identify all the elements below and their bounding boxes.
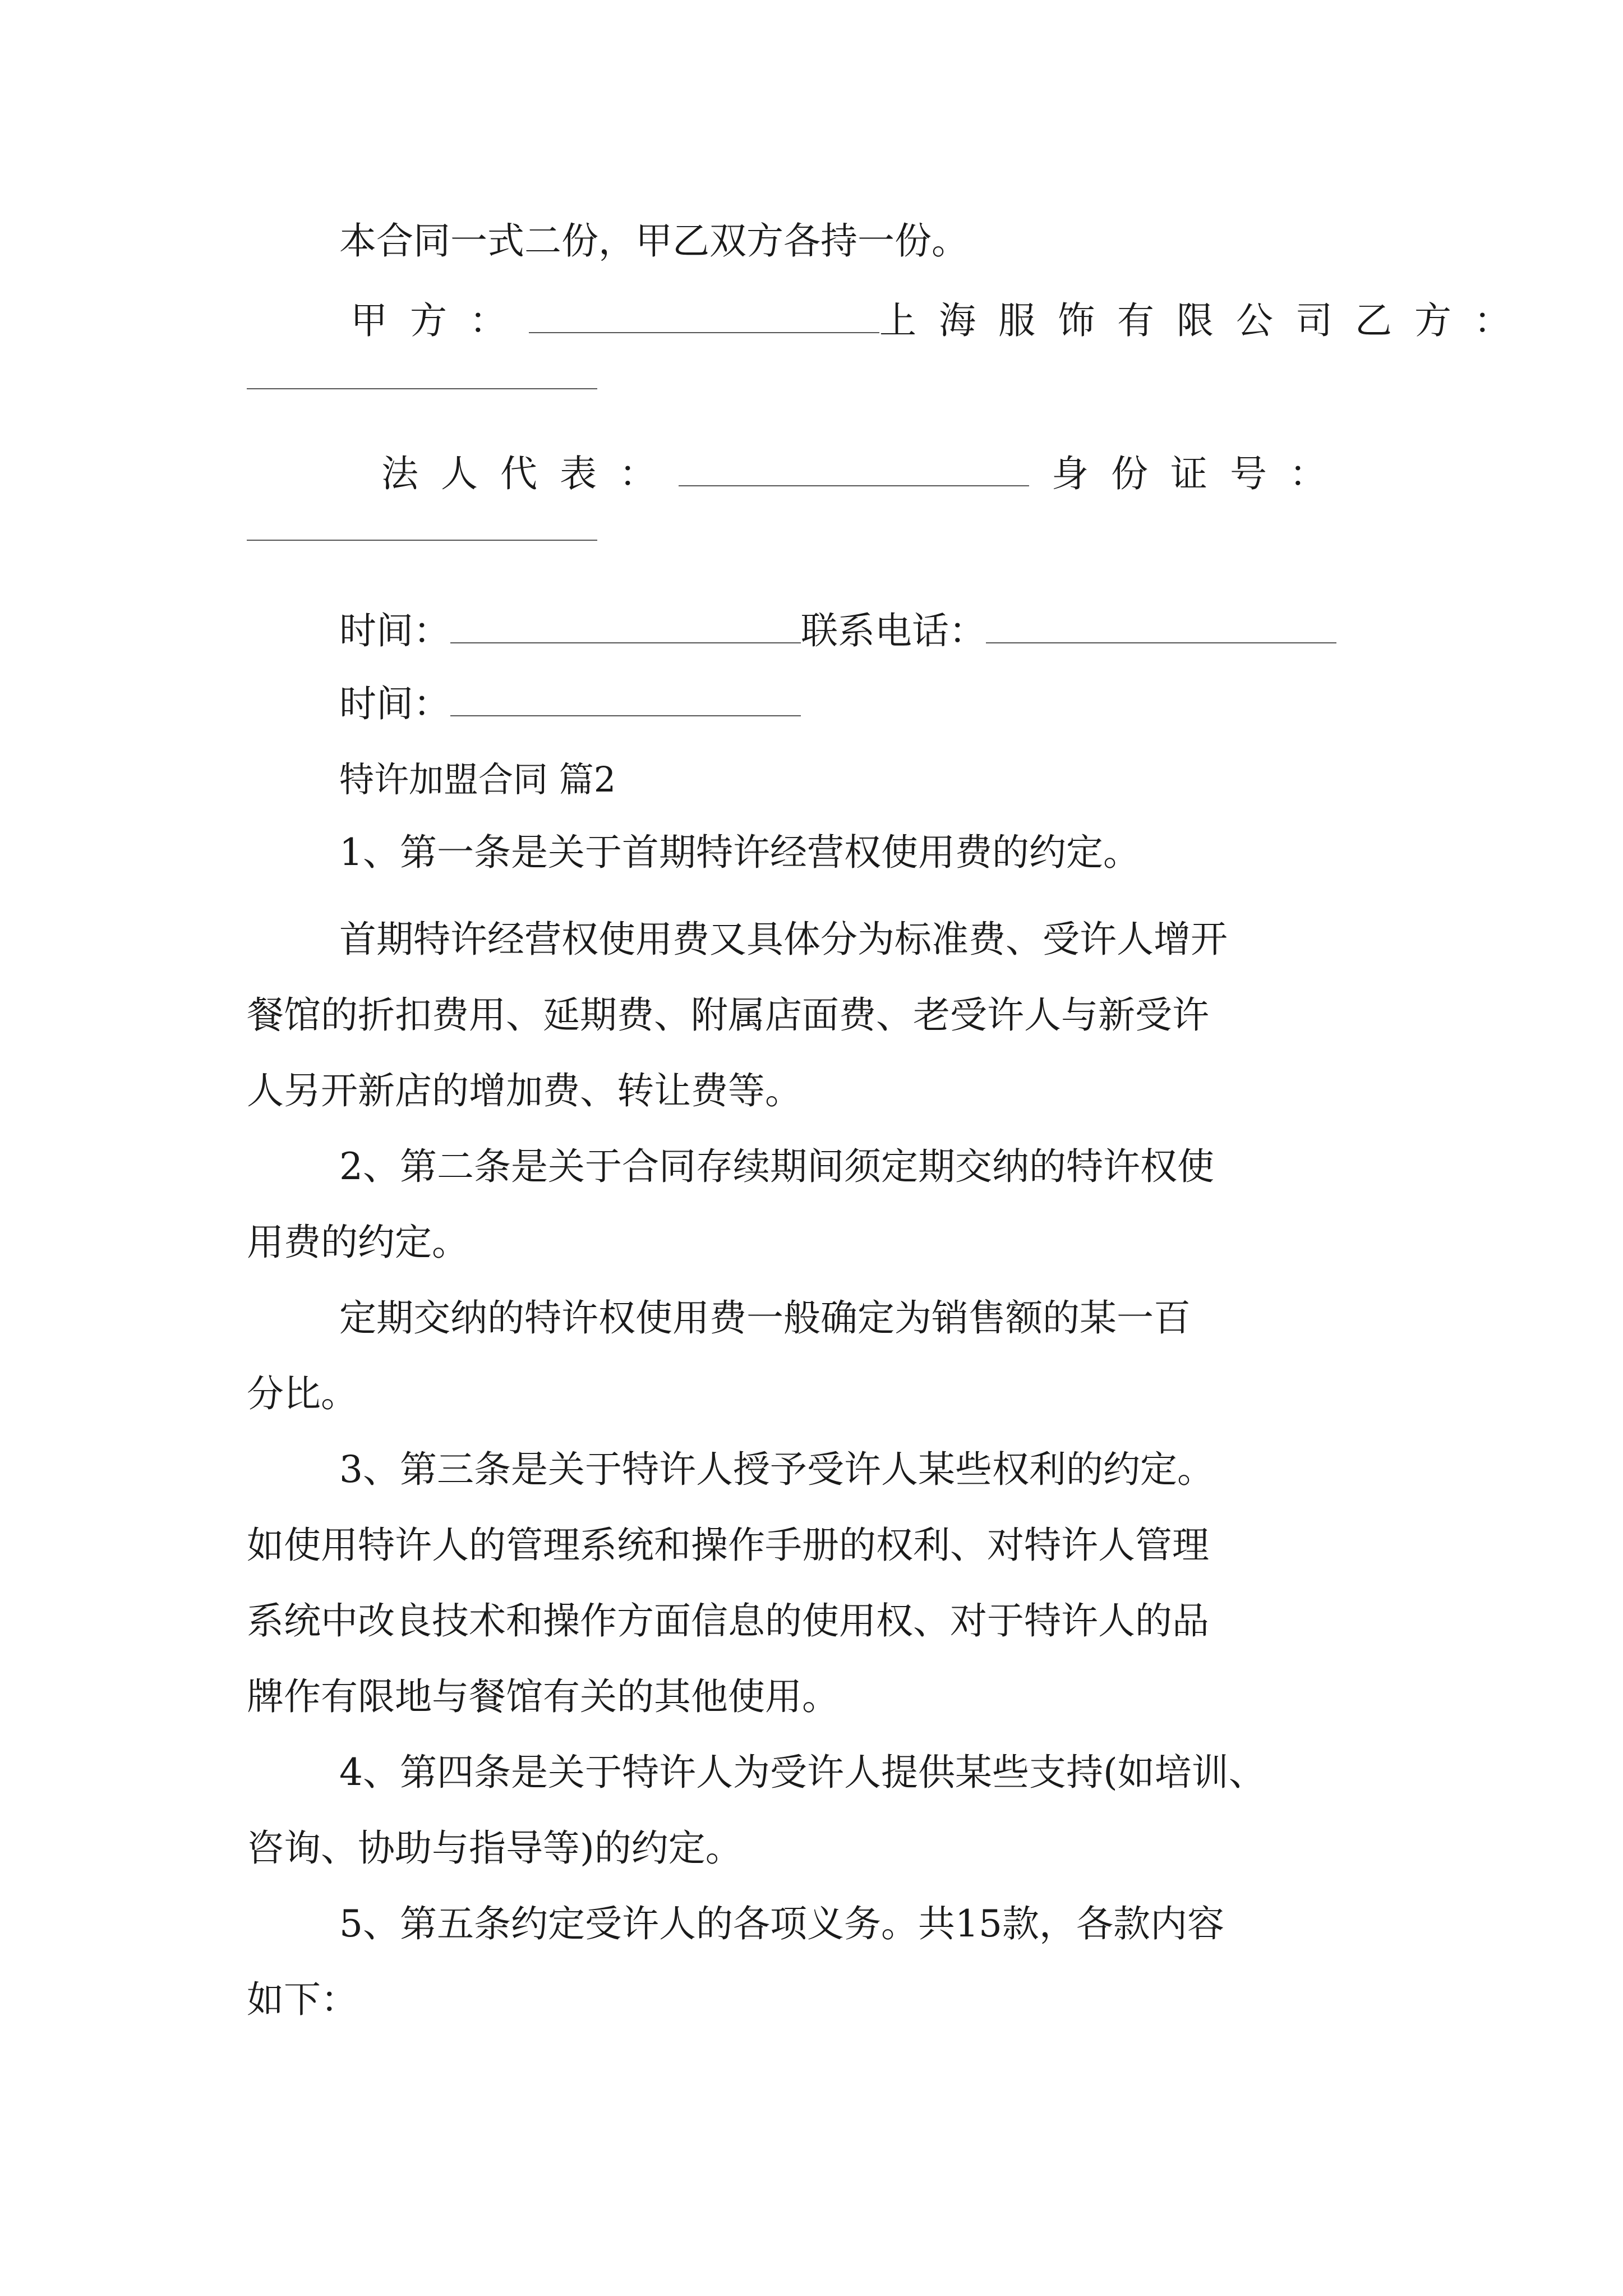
time-blank-1: [450, 611, 801, 643]
article-2-body-line: 定期交纳的特许权使用费一般确定为销售额的某一百: [339, 1296, 1191, 1340]
article-4-line: 咨询、协助与指导等)的约定。: [247, 1826, 743, 1870]
article-2-title-line: 用费的约定。: [247, 1221, 469, 1264]
time-label-2: 时间：: [339, 682, 450, 725]
article-5-line: 5、第五条约定受许人的各项义务。共15款，各款内容: [339, 1902, 1224, 1945]
party-a-label: 甲方：: [351, 299, 529, 342]
article-2-title-line: 2、第二条是关于合同存续期间须定期交纳的特许权使: [339, 1145, 1214, 1188]
legal-rep-label: 法人代表：: [381, 452, 679, 495]
phone-blank: [986, 611, 1336, 643]
phone-label: 联系电话：: [801, 609, 986, 652]
article-3-line: 系统中改良技术和操作方面信息的使用权、对于特许人的品: [247, 1599, 1209, 1642]
time-phone-line: [339, 606, 1336, 656]
article-5-line: 如下：: [247, 1978, 358, 2021]
party-a-line: [351, 296, 1533, 346]
time-label-1: 时间：: [339, 609, 450, 652]
legal-rep-blank: [679, 454, 1029, 486]
time-blank-2: [450, 684, 801, 716]
party-b-blank: [247, 387, 597, 389]
article-1-body-line: 餐馆的折扣费用、延期费、附属店面费、老受许人与新受许: [247, 993, 1209, 1037]
section-title: 特许加盟合同 篇2: [339, 759, 616, 800]
party-a-blank: [529, 301, 879, 333]
article-3-line: 牌作有限地与餐馆有关的其他使用。: [247, 1675, 839, 1718]
closing-text: 本合同一式二份，甲乙双方各持一份。: [339, 219, 969, 263]
article-1-title: 1、第一条是关于首期特许经营权使用费的约定。: [339, 831, 1140, 874]
party-b-label: 乙方：: [1355, 299, 1533, 342]
article-3-line: 如使用特许人的管理系统和操作手册的权利、对特许人管理: [247, 1524, 1209, 1567]
article-1-body-line: 首期特许经营权使用费又具体分为标准费、受许人增开: [339, 918, 1228, 961]
article-3-line: 3、第三条是关于特许人授予受许人某些权利的约定。: [339, 1448, 1214, 1491]
id-blank: [247, 539, 597, 541]
party-a-company: 上海服饰有限公司: [879, 299, 1355, 342]
article-2-body-line: 分比。: [247, 1372, 358, 1415]
article-4-line: 4、第四条是关于特许人为受许人提供某些支持(如培训、: [339, 1751, 1266, 1794]
article-1-body-line: 人另开新店的增加费、转让费等。: [247, 1069, 802, 1112]
legal-rep-line: [381, 449, 1349, 499]
time-line-2: [339, 679, 801, 729]
id-label: 身份证号：: [1052, 452, 1349, 495]
